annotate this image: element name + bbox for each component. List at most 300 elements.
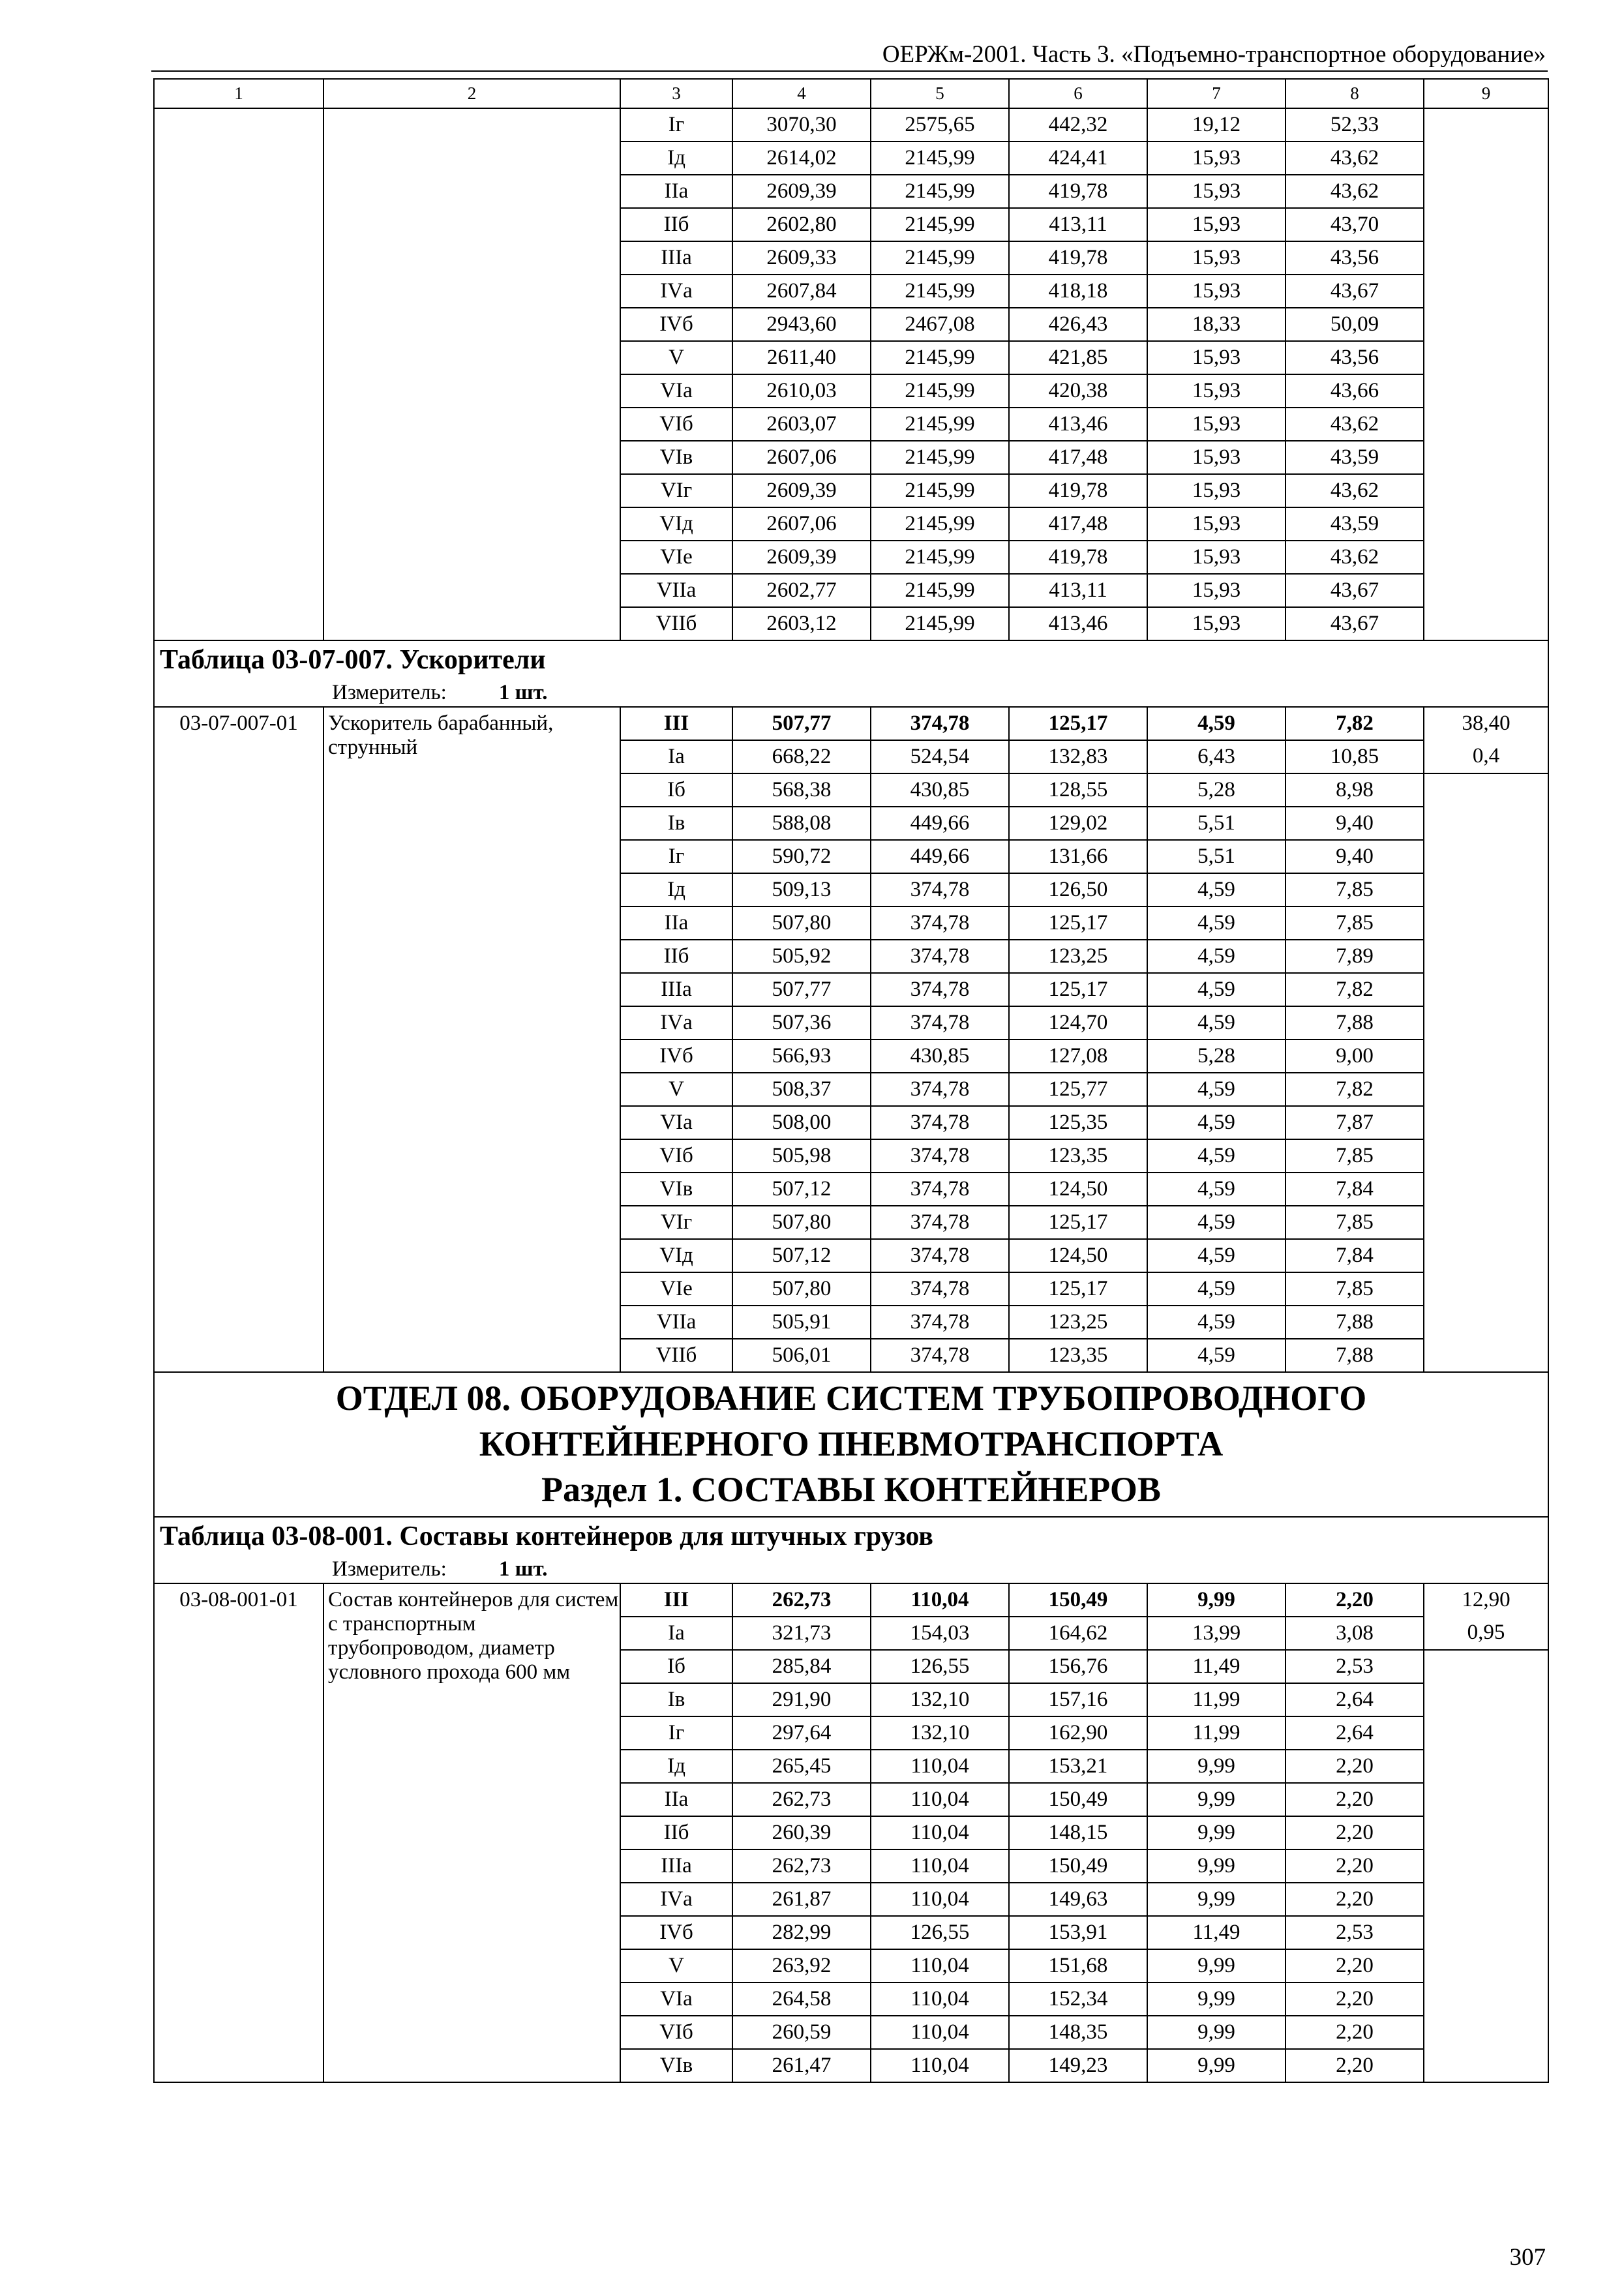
value-cell: 2602,77 <box>732 574 871 607</box>
value-cell: 297,64 <box>732 1716 871 1750</box>
value-cell: 43,66 <box>1286 374 1424 408</box>
zone-cell: Iг <box>620 840 732 873</box>
value-cell: 2611,40 <box>732 341 871 374</box>
value-cell: 110,04 <box>871 1783 1009 1816</box>
value-cell: 4,59 <box>1147 1272 1286 1306</box>
column-number: 6 <box>1009 79 1147 108</box>
value-cell: 15,93 <box>1147 142 1286 175</box>
value-cell: 2607,06 <box>732 441 871 474</box>
zone-cell: VIв <box>620 1173 732 1206</box>
zone-cell: IIб <box>620 940 732 973</box>
column-number: 3 <box>620 79 732 108</box>
value-cell: 43,56 <box>1286 241 1424 275</box>
value-cell: 4,59 <box>1147 707 1286 740</box>
value-cell: 125,17 <box>1009 973 1147 1006</box>
value-cell: 43,67 <box>1286 607 1424 640</box>
value-cell: 110,04 <box>871 1982 1009 2016</box>
zone-cell: V <box>620 1949 732 1982</box>
value-cell: 507,12 <box>732 1239 871 1272</box>
value-cell: 18,33 <box>1147 308 1286 341</box>
value-cell: 2603,12 <box>732 607 871 640</box>
value-cell: 424,41 <box>1009 142 1147 175</box>
value-cell: 15,93 <box>1147 507 1286 541</box>
value-cell: 374,78 <box>871 707 1009 740</box>
value-cell: 285,84 <box>732 1650 871 1683</box>
zone-cell: VIIб <box>620 607 732 640</box>
zone-cell: VIг <box>620 1206 732 1239</box>
value-cell: 9,99 <box>1147 1982 1286 2016</box>
value-cell: 13,99 <box>1147 1617 1286 1650</box>
zone-cell: IIб <box>620 1816 732 1849</box>
value-cell: 261,87 <box>732 1883 871 1916</box>
table-title-row <box>154 1517 1548 1555</box>
zone-cell: IVб <box>620 1916 732 1949</box>
zone-cell: IVа <box>620 1883 732 1916</box>
value-cell: 374,78 <box>871 1106 1009 1139</box>
section-heading-line1: ОТДЕЛ 08. ОБОРУДОВАНИЕ СИСТЕМ ТРУБОПРОВОДНОГО <box>335 1379 1367 1418</box>
zone-cell: Iд <box>620 1750 732 1783</box>
value-cell: 418,18 <box>1009 275 1147 308</box>
name-cell <box>323 108 620 640</box>
meter-value: 1 шт. <box>498 1557 548 1581</box>
value-cell: 4,59 <box>1147 1139 1286 1173</box>
value-cell: 2145,99 <box>871 142 1009 175</box>
value-cell: 110,04 <box>871 1583 1009 1617</box>
value-cell: 43,59 <box>1286 441 1424 474</box>
column-number: 4 <box>732 79 871 108</box>
zone-cell: Iд <box>620 873 732 906</box>
zone-cell: VIд <box>620 507 732 541</box>
zone-cell: VIа <box>620 1982 732 2016</box>
value-cell: 162,90 <box>1009 1716 1147 1750</box>
value-cell: 15,93 <box>1147 374 1286 408</box>
value-cell: 505,91 <box>732 1306 871 1339</box>
value-cell: 9,99 <box>1147 1883 1286 1916</box>
value-cell: 261,47 <box>732 2049 871 2082</box>
value-cell: 4,59 <box>1147 1006 1286 1040</box>
value-cell: 2,20 <box>1286 1783 1424 1816</box>
value-cell: 11,49 <box>1147 1650 1286 1683</box>
zone-cell: V <box>620 1073 732 1106</box>
table-title: Таблица 03-08-001. Составы контейнеров для штучных грузов <box>154 1517 1548 1555</box>
code-cell: 03-08-001-01 <box>154 1583 323 2082</box>
value-cell: 15,93 <box>1147 441 1286 474</box>
zone-cell: Iг <box>620 1716 732 1750</box>
value-cell: 43,67 <box>1286 275 1424 308</box>
value-cell: 524,54 <box>871 740 1009 773</box>
value-cell: 374,78 <box>871 1306 1009 1339</box>
value-cell: 15,93 <box>1147 607 1286 640</box>
value-cell: 506,01 <box>732 1339 871 1372</box>
value-cell: 442,32 <box>1009 108 1147 142</box>
value-cell: 2,20 <box>1286 1583 1424 1617</box>
value-cell: 264,58 <box>732 1982 871 2016</box>
zone-cell: VIд <box>620 1239 732 1272</box>
zone-cell: V <box>620 341 732 374</box>
zone-cell: VIг <box>620 474 732 507</box>
zone-cell: VIв <box>620 441 732 474</box>
value-cell: 9,99 <box>1147 2016 1286 2049</box>
value-cell: 149,63 <box>1009 1883 1147 1916</box>
value-cell: 449,66 <box>871 807 1009 840</box>
value-cell: 15,93 <box>1147 208 1286 241</box>
value-cell: 125,17 <box>1009 1272 1147 1306</box>
value-cell: 148,15 <box>1009 1816 1147 1849</box>
section-heading-line2: КОНТЕЙНЕРНОГО ПНЕВМОТРАНСПОРТА <box>479 1424 1224 1463</box>
value-cell: 590,72 <box>732 840 871 873</box>
value-cell: 413,46 <box>1009 408 1147 441</box>
zone-cell: Iа <box>620 1617 732 1650</box>
value-cell: 4,59 <box>1147 1073 1286 1106</box>
value-cell: 154,03 <box>871 1617 1009 1650</box>
value-cell: 110,04 <box>871 1816 1009 1849</box>
value-cell: 43,62 <box>1286 175 1424 208</box>
section-heading <box>154 1372 1548 1517</box>
value-cell: 5,51 <box>1147 840 1286 873</box>
value-cell: 151,68 <box>1009 1949 1147 1982</box>
value-cell: 9,99 <box>1147 2049 1286 2082</box>
value-cell: 150,49 <box>1009 1783 1147 1816</box>
table-row <box>154 108 1548 142</box>
value-cell: 262,73 <box>732 1783 871 1816</box>
column-number: 2 <box>323 79 620 108</box>
value-cell: 260,39 <box>732 1816 871 1849</box>
value-cell: 132,10 <box>871 1716 1009 1750</box>
value-cell: 2145,99 <box>871 574 1009 607</box>
code-cell <box>154 108 323 640</box>
value-cell: 125,17 <box>1009 906 1147 940</box>
value-cell: 9,40 <box>1286 807 1424 840</box>
zone-cell: VIе <box>620 541 732 574</box>
value-cell: 15,93 <box>1147 474 1286 507</box>
value-cell: 7,85 <box>1286 1139 1424 1173</box>
zone-cell: III <box>620 1583 732 1617</box>
value-cell: 507,12 <box>732 1173 871 1206</box>
zone-cell: Iг <box>620 108 732 142</box>
value-cell: 153,91 <box>1009 1916 1147 1949</box>
value-cell: 2607,06 <box>732 507 871 541</box>
value-cell: 125,35 <box>1009 1106 1147 1139</box>
col9-cell <box>1424 108 1548 640</box>
value-cell: 132,83 <box>1009 740 1147 773</box>
value-cell: 374,78 <box>871 1173 1009 1206</box>
zone-cell: Iв <box>620 1683 732 1716</box>
zone-cell: VIIб <box>620 1339 732 1372</box>
value-cell: 374,78 <box>871 873 1009 906</box>
value-cell: 507,80 <box>732 1272 871 1306</box>
value-cell: 7,88 <box>1286 1339 1424 1372</box>
value-cell: 2609,39 <box>732 474 871 507</box>
value-cell: 9,00 <box>1286 1040 1424 1073</box>
value-cell: 2603,07 <box>732 408 871 441</box>
value-cell: 291,90 <box>732 1683 871 1716</box>
value-cell: 8,98 <box>1286 773 1424 807</box>
zone-cell: IIа <box>620 175 732 208</box>
value-cell: 374,78 <box>871 1239 1009 1272</box>
value-cell: 7,88 <box>1286 1006 1424 1040</box>
value-cell: 2145,99 <box>871 341 1009 374</box>
value-cell: 4,59 <box>1147 906 1286 940</box>
value-cell: 2614,02 <box>732 142 871 175</box>
value-cell: 374,78 <box>871 1139 1009 1173</box>
col9-cell: 0,95 <box>1424 1617 1548 1650</box>
value-cell: 110,04 <box>871 1750 1009 1783</box>
zone-cell: IIа <box>620 906 732 940</box>
value-cell: 2145,99 <box>871 474 1009 507</box>
value-cell: 508,00 <box>732 1106 871 1139</box>
value-cell: 2943,60 <box>732 308 871 341</box>
value-cell: 4,59 <box>1147 1306 1286 1339</box>
value-cell: 2,64 <box>1286 1683 1424 1716</box>
zone-cell: IIб <box>620 208 732 241</box>
value-cell: 509,13 <box>732 873 871 906</box>
value-cell: 2,20 <box>1286 1982 1424 2016</box>
zone-cell: III <box>620 707 732 740</box>
value-cell: 43,62 <box>1286 142 1424 175</box>
zone-cell: IIIа <box>620 973 732 1006</box>
zone-cell: Iб <box>620 773 732 807</box>
value-cell: 2609,33 <box>732 241 871 275</box>
value-cell: 9,40 <box>1286 840 1424 873</box>
value-cell: 149,23 <box>1009 2049 1147 2082</box>
value-cell: 9,99 <box>1147 1750 1286 1783</box>
zone-cell: IVб <box>620 1040 732 1073</box>
value-cell: 2145,99 <box>871 208 1009 241</box>
running-header: ОЕРЖм-2001. Часть 3. «Подъемно-транспортное оборудование» <box>882 41 1546 68</box>
value-cell: 131,66 <box>1009 840 1147 873</box>
value-cell: 4,59 <box>1147 1339 1286 1372</box>
value-cell: 568,38 <box>732 773 871 807</box>
value-cell: 7,87 <box>1286 1106 1424 1139</box>
value-cell: 262,73 <box>732 1583 871 1617</box>
section-heading-line3: Раздел 1. СОСТАВЫ КОНТЕЙНЕРОВ <box>541 1470 1161 1509</box>
meter-cell <box>154 1555 1548 1583</box>
zone-cell: Iв <box>620 807 732 840</box>
value-cell: 43,59 <box>1286 507 1424 541</box>
value-cell: 260,59 <box>732 2016 871 2049</box>
header-rule <box>151 70 1548 72</box>
value-cell: 6,43 <box>1147 740 1286 773</box>
zone-cell: VIб <box>620 408 732 441</box>
zone-cell: Iб <box>620 1650 732 1683</box>
section-heading-row <box>154 1372 1548 1517</box>
value-cell: 2145,99 <box>871 507 1009 541</box>
meter-cell <box>154 679 1548 707</box>
value-cell: 150,49 <box>1009 1849 1147 1883</box>
value-cell: 11,99 <box>1147 1683 1286 1716</box>
zone-cell: IIа <box>620 1783 732 1816</box>
value-cell: 127,08 <box>1009 1040 1147 1073</box>
value-cell: 2145,99 <box>871 275 1009 308</box>
value-cell: 507,77 <box>732 707 871 740</box>
value-cell: 123,35 <box>1009 1139 1147 1173</box>
value-cell: 507,77 <box>732 973 871 1006</box>
value-cell: 150,49 <box>1009 1583 1147 1617</box>
name-cell: Состав контейнеров для систем с транспортным трубопроводом, диаметр условного прохода 600 мм <box>323 1583 620 2082</box>
value-cell: 4,59 <box>1147 1173 1286 1206</box>
value-cell: 374,78 <box>871 1073 1009 1106</box>
value-cell: 4,59 <box>1147 1239 1286 1272</box>
value-cell: 4,59 <box>1147 873 1286 906</box>
value-cell: 2145,99 <box>871 175 1009 208</box>
value-cell: 123,35 <box>1009 1339 1147 1372</box>
value-cell: 374,78 <box>871 1006 1009 1040</box>
value-cell: 10,85 <box>1286 740 1424 773</box>
value-cell: 2609,39 <box>732 541 871 574</box>
value-cell: 413,11 <box>1009 208 1147 241</box>
value-cell: 128,55 <box>1009 773 1147 807</box>
value-cell: 430,85 <box>871 1040 1009 1073</box>
table-title-row <box>154 640 1548 679</box>
col9-cell: 12,90 <box>1424 1583 1548 1617</box>
value-cell: 2,53 <box>1286 1650 1424 1683</box>
column-number: 7 <box>1147 79 1286 108</box>
meter-label: Измеритель: <box>332 1557 447 1581</box>
value-cell: 5,28 <box>1147 1040 1286 1073</box>
value-cell: 419,78 <box>1009 541 1147 574</box>
value-cell: 125,17 <box>1009 1206 1147 1239</box>
value-cell: 2,20 <box>1286 1883 1424 1916</box>
value-cell: 419,78 <box>1009 474 1147 507</box>
value-cell: 374,78 <box>871 1206 1009 1239</box>
value-cell: 7,82 <box>1286 707 1424 740</box>
meter-label: Измеритель: <box>332 681 447 704</box>
value-cell: 282,99 <box>732 1916 871 1949</box>
value-cell: 374,78 <box>871 1339 1009 1372</box>
value-cell: 43,62 <box>1286 541 1424 574</box>
value-cell: 9,99 <box>1147 1816 1286 1849</box>
value-cell: 588,08 <box>732 807 871 840</box>
value-cell: 43,56 <box>1286 341 1424 374</box>
value-cell: 2609,39 <box>732 175 871 208</box>
zone-cell: IVа <box>620 1006 732 1040</box>
value-cell: 110,04 <box>871 1949 1009 1982</box>
value-cell: 43,67 <box>1286 574 1424 607</box>
col9-cell <box>1424 773 1548 1372</box>
value-cell: 15,93 <box>1147 175 1286 208</box>
col9-cell: 38,40 <box>1424 707 1548 740</box>
value-cell: 2,20 <box>1286 1949 1424 1982</box>
value-cell: 7,85 <box>1286 1206 1424 1239</box>
value-cell: 7,84 <box>1286 1239 1424 1272</box>
value-cell: 421,85 <box>1009 341 1147 374</box>
page-number: 307 <box>1509 2244 1546 2271</box>
zone-cell: VIа <box>620 1106 732 1139</box>
zone-cell: IVа <box>620 275 732 308</box>
zone-cell: VIIа <box>620 574 732 607</box>
value-cell: 4,59 <box>1147 940 1286 973</box>
value-cell: 263,92 <box>732 1949 871 1982</box>
value-cell: 2145,99 <box>871 408 1009 441</box>
value-cell: 126,55 <box>871 1916 1009 1949</box>
value-cell: 11,99 <box>1147 1716 1286 1750</box>
value-cell: 156,76 <box>1009 1650 1147 1683</box>
value-cell: 5,28 <box>1147 773 1286 807</box>
value-cell: 4,59 <box>1147 1106 1286 1139</box>
value-cell: 129,02 <box>1009 807 1147 840</box>
value-cell: 507,80 <box>732 1206 871 1239</box>
value-cell: 148,35 <box>1009 2016 1147 2049</box>
zone-cell: VIа <box>620 374 732 408</box>
value-cell: 449,66 <box>871 840 1009 873</box>
value-cell: 2467,08 <box>871 308 1009 341</box>
value-cell: 321,73 <box>732 1617 871 1650</box>
value-cell: 265,45 <box>732 1750 871 1783</box>
price-table <box>153 78 1549 2083</box>
value-cell: 420,38 <box>1009 374 1147 408</box>
value-cell: 2,20 <box>1286 1750 1424 1783</box>
value-cell: 2,20 <box>1286 2016 1424 2049</box>
value-cell: 126,50 <box>1009 873 1147 906</box>
value-cell: 126,55 <box>871 1650 1009 1683</box>
value-cell: 262,73 <box>732 1849 871 1883</box>
value-cell: 505,92 <box>732 940 871 973</box>
value-cell: 7,85 <box>1286 906 1424 940</box>
value-cell: 374,78 <box>871 973 1009 1006</box>
value-cell: 124,50 <box>1009 1173 1147 1206</box>
name-cell: Ускоритель барабанный, струнный <box>323 707 620 1372</box>
value-cell: 15,93 <box>1147 408 1286 441</box>
value-cell: 110,04 <box>871 1849 1009 1883</box>
value-cell: 426,43 <box>1009 308 1147 341</box>
value-cell: 3070,30 <box>732 108 871 142</box>
value-cell: 164,62 <box>1009 1617 1147 1650</box>
value-cell: 15,93 <box>1147 574 1286 607</box>
value-cell: 507,36 <box>732 1006 871 1040</box>
value-cell: 125,17 <box>1009 707 1147 740</box>
value-cell: 417,48 <box>1009 507 1147 541</box>
value-cell: 9,99 <box>1147 1849 1286 1883</box>
meter-row <box>154 1555 1548 1583</box>
value-cell: 2607,84 <box>732 275 871 308</box>
value-cell: 9,99 <box>1147 1949 1286 1982</box>
value-cell: 2,20 <box>1286 1849 1424 1883</box>
value-cell: 125,77 <box>1009 1073 1147 1106</box>
value-cell: 7,84 <box>1286 1173 1424 1206</box>
value-cell: 15,93 <box>1147 241 1286 275</box>
meter-value: 1 шт. <box>498 681 548 704</box>
zone-cell: Iд <box>620 142 732 175</box>
value-cell: 2145,99 <box>871 441 1009 474</box>
column-number: 9 <box>1424 79 1548 108</box>
value-cell: 2,20 <box>1286 2049 1424 2082</box>
value-cell: 2,64 <box>1286 1716 1424 1750</box>
value-cell: 5,51 <box>1147 807 1286 840</box>
column-number: 8 <box>1286 79 1424 108</box>
value-cell: 413,46 <box>1009 607 1147 640</box>
value-cell: 152,34 <box>1009 1982 1147 2016</box>
value-cell: 2,20 <box>1286 1816 1424 1849</box>
value-cell: 110,04 <box>871 2016 1009 2049</box>
zone-cell: VIб <box>620 1139 732 1173</box>
value-cell: 132,10 <box>871 1683 1009 1716</box>
value-cell: 50,09 <box>1286 308 1424 341</box>
zone-cell: VIе <box>620 1272 732 1306</box>
column-number: 5 <box>871 79 1009 108</box>
value-cell: 430,85 <box>871 773 1009 807</box>
value-cell: 52,33 <box>1286 108 1424 142</box>
value-cell: 9,99 <box>1147 1783 1286 1816</box>
value-cell: 7,82 <box>1286 973 1424 1006</box>
value-cell: 43,62 <box>1286 474 1424 507</box>
value-cell: 419,78 <box>1009 241 1147 275</box>
value-cell: 123,25 <box>1009 940 1147 973</box>
value-cell: 2602,80 <box>732 208 871 241</box>
zone-cell: Iа <box>620 740 732 773</box>
value-cell: 124,50 <box>1009 1239 1147 1272</box>
value-cell: 566,93 <box>732 1040 871 1073</box>
value-cell: 15,93 <box>1147 541 1286 574</box>
